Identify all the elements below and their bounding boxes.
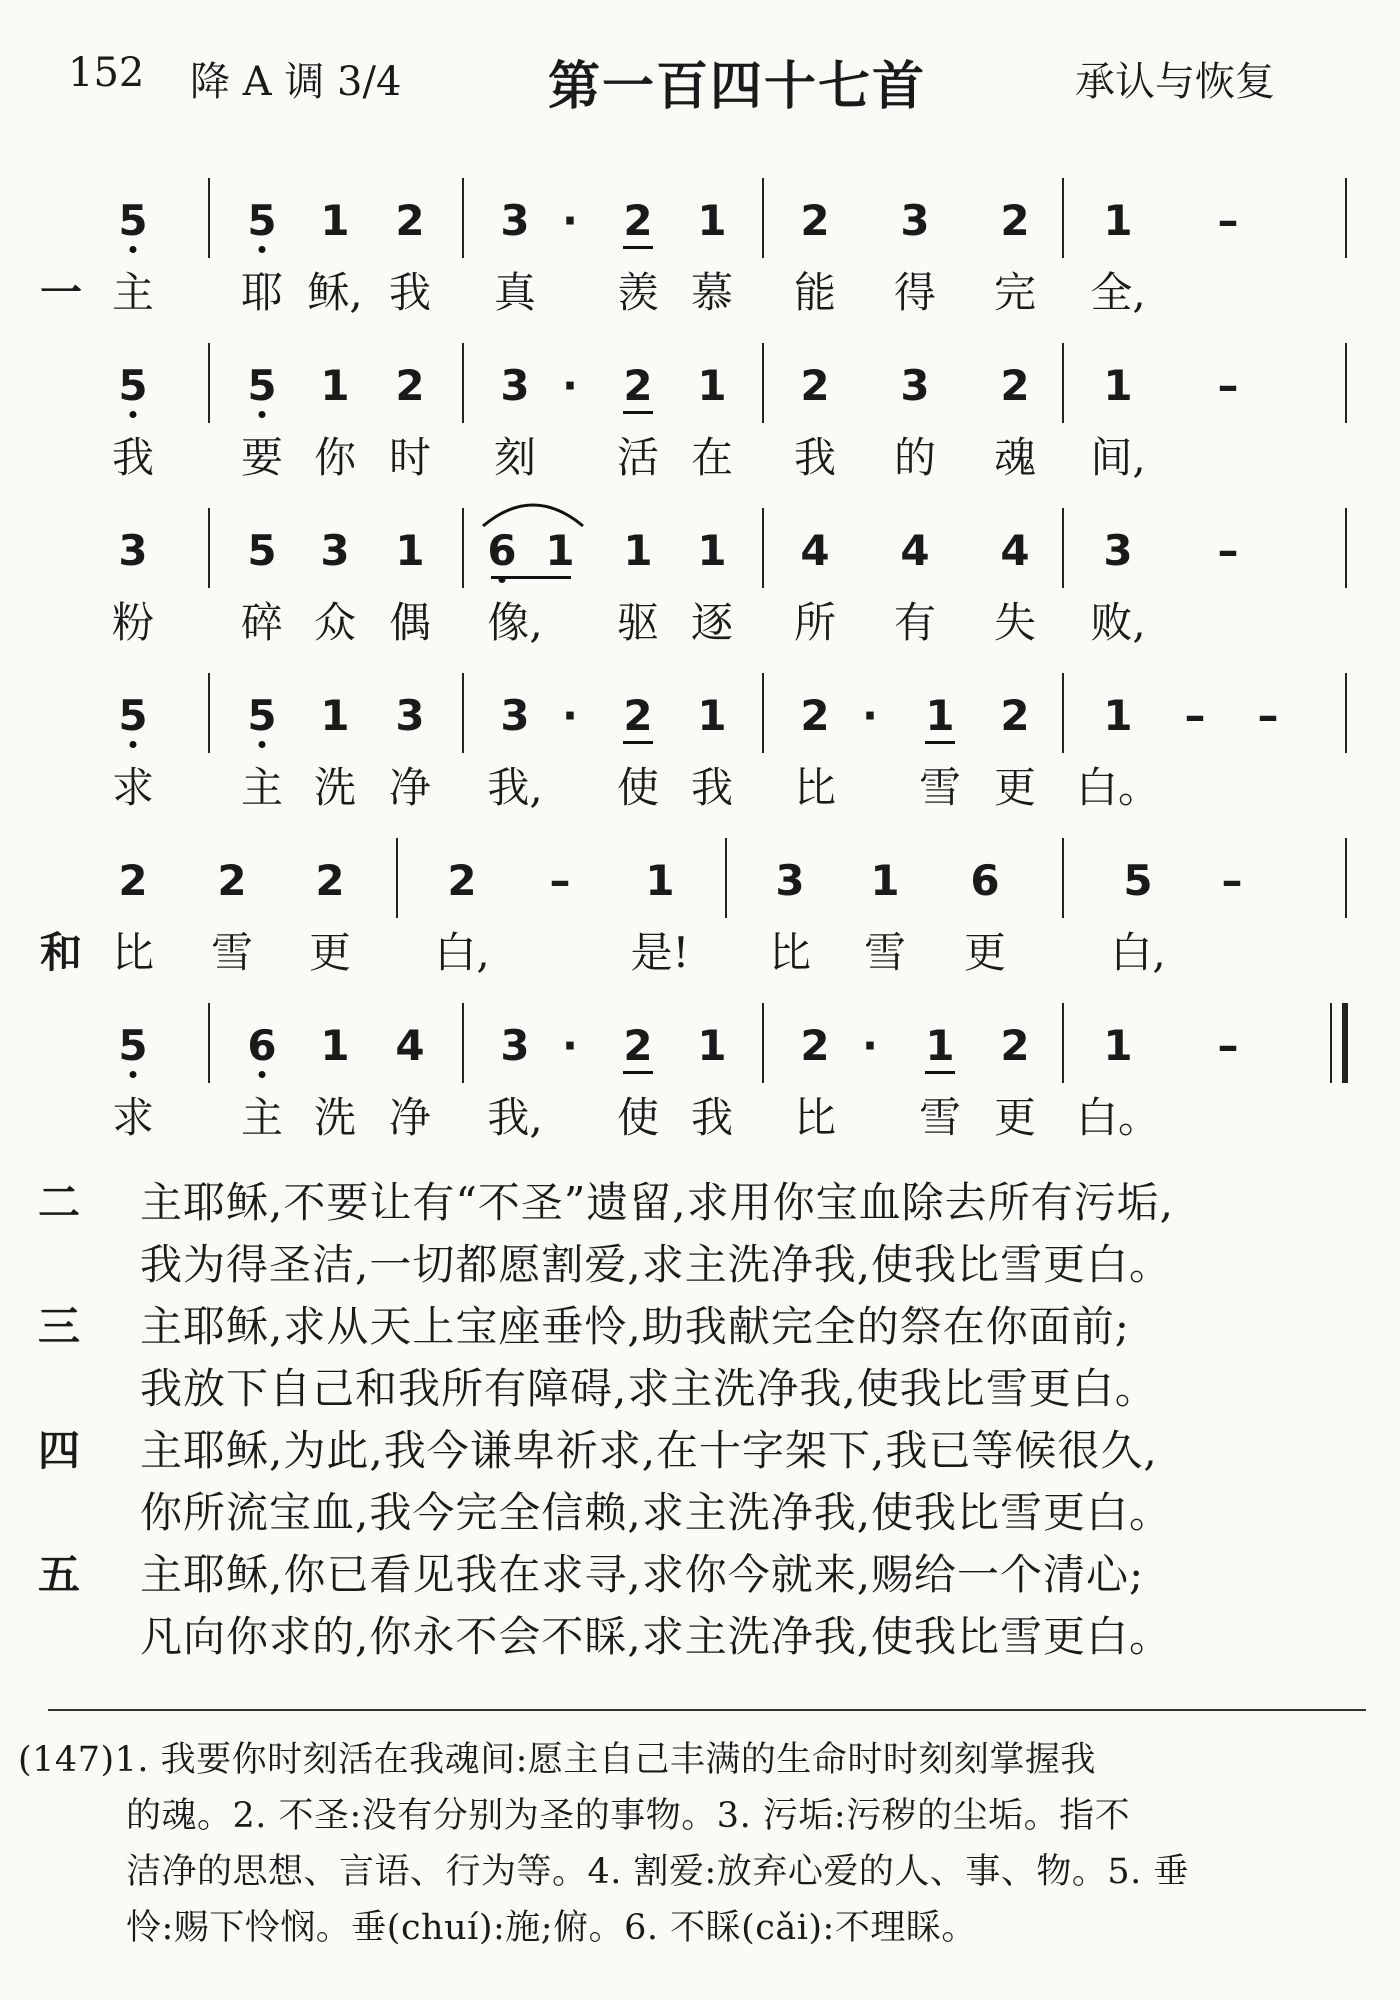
note: · bbox=[562, 691, 578, 740]
note: 1 bbox=[925, 1021, 955, 1070]
note: 2 bbox=[623, 196, 653, 245]
eighth-underline bbox=[623, 246, 653, 249]
note: 3 bbox=[500, 196, 530, 245]
lyric: 粉 bbox=[111, 598, 155, 647]
note: 2 bbox=[623, 1021, 653, 1070]
note: – bbox=[1221, 856, 1243, 905]
bar-line bbox=[1062, 673, 1064, 753]
lyric: 我 bbox=[793, 433, 837, 482]
note: 3 bbox=[500, 1021, 530, 1070]
bar-line bbox=[462, 178, 464, 258]
lyric: 羡 bbox=[616, 268, 660, 317]
lyric: 逐 bbox=[690, 598, 734, 647]
lyric: 能 bbox=[793, 268, 837, 317]
note: · bbox=[862, 691, 878, 740]
note: 2 bbox=[1000, 691, 1030, 740]
note: 3 bbox=[1103, 526, 1133, 575]
lyric: 时 bbox=[388, 433, 432, 482]
bar-line bbox=[1062, 1003, 1064, 1083]
note: · bbox=[562, 196, 578, 245]
note: 2 bbox=[447, 856, 477, 905]
bar-line bbox=[208, 1003, 210, 1083]
verse-line: 主耶稣,求从天上宝座垂怜,助我献完全的祭在你面前; bbox=[140, 1302, 1130, 1351]
eighth-underline bbox=[623, 741, 653, 744]
note: 4 bbox=[1000, 526, 1030, 575]
verse-line: 我为得圣洁,一切都愿割爱,求主洗净我,使我比雪更白。 bbox=[140, 1240, 1173, 1289]
eighth-underline bbox=[925, 741, 955, 744]
bar-line bbox=[1062, 343, 1064, 423]
verse-mark: 一 bbox=[40, 268, 83, 317]
note: – bbox=[549, 856, 571, 905]
note: 1 bbox=[1103, 361, 1133, 410]
note: 3 bbox=[395, 691, 425, 740]
lyric: 比 bbox=[111, 928, 155, 977]
note: 1 bbox=[870, 856, 900, 905]
note: 1 bbox=[925, 691, 955, 740]
note: 2 bbox=[1000, 361, 1030, 410]
lyric: 的 bbox=[893, 433, 937, 482]
bar-line bbox=[208, 673, 210, 753]
note: 5 bbox=[1123, 856, 1153, 905]
final-bar-line bbox=[1330, 1003, 1332, 1083]
note: 5 bbox=[118, 196, 148, 245]
note: · bbox=[562, 361, 578, 410]
bar-line bbox=[1062, 838, 1064, 918]
bar-line bbox=[1345, 178, 1347, 258]
lyric: 更 bbox=[993, 763, 1037, 812]
low-octave-dot bbox=[130, 741, 137, 748]
lyric: 败, bbox=[1090, 598, 1146, 647]
lyric: 刻 bbox=[493, 433, 537, 482]
lyric: 洗 bbox=[313, 763, 357, 812]
bar-line bbox=[462, 673, 464, 753]
note: 1 bbox=[320, 691, 350, 740]
lyric: 活 bbox=[616, 433, 660, 482]
verse-mark: 和 bbox=[40, 928, 83, 977]
bar-line bbox=[725, 838, 727, 918]
lyric: 洗 bbox=[313, 1093, 357, 1142]
final-bar-line bbox=[1342, 1003, 1348, 1083]
bar-line bbox=[762, 508, 764, 588]
bar-line bbox=[762, 343, 764, 423]
note: 1 bbox=[1103, 1021, 1133, 1070]
lyric: 主 bbox=[240, 1093, 284, 1142]
verse-line: 凡向你求的,你永不会不睬,求主洗净我,使我比雪更白。 bbox=[140, 1612, 1173, 1661]
note: 2 bbox=[1000, 196, 1030, 245]
eighth-underline bbox=[925, 1071, 955, 1074]
note: 4 bbox=[900, 526, 930, 575]
lyric: 净 bbox=[388, 1093, 432, 1142]
footnote-line: 的魂。2. 不圣:没有分别为圣的事物。3. 污垢:污秽的尘垢。指不 bbox=[126, 1796, 1131, 1836]
low-octave-dot bbox=[130, 1071, 137, 1078]
bar-line bbox=[762, 178, 764, 258]
note: 4 bbox=[395, 1021, 425, 1070]
eighth-underline bbox=[623, 1071, 653, 1074]
low-octave-dot bbox=[259, 411, 266, 418]
note: 5 bbox=[247, 526, 277, 575]
lyric: 在 bbox=[690, 433, 734, 482]
note: 5 bbox=[118, 1021, 148, 1070]
lyric: 所 bbox=[793, 598, 837, 647]
note: 3 bbox=[775, 856, 805, 905]
note: 5 bbox=[247, 691, 277, 740]
note: 2 bbox=[118, 856, 148, 905]
note: 2 bbox=[800, 691, 830, 740]
verse-line: 主耶稣,为此,我今谦卑祈求,在十字架下,我已等候很久, bbox=[140, 1426, 1158, 1475]
note: 3 bbox=[320, 526, 350, 575]
note: 1 bbox=[1103, 691, 1133, 740]
lyric: 净 bbox=[388, 763, 432, 812]
note: 3 bbox=[118, 526, 148, 575]
note: 1 bbox=[320, 361, 350, 410]
note: – bbox=[1217, 1021, 1239, 1070]
key-meter: 降 A 调 3/4 bbox=[190, 59, 402, 105]
note: 2 bbox=[1000, 1021, 1030, 1070]
note: – bbox=[1217, 361, 1239, 410]
verse-line: 你所流宝血,我今完全信赖,求主洗净我,使我比雪更白。 bbox=[140, 1488, 1173, 1537]
bar-line bbox=[462, 343, 464, 423]
bar-line bbox=[1062, 508, 1064, 588]
note: 2 bbox=[395, 361, 425, 410]
note: 3 bbox=[900, 196, 930, 245]
lyric: 更 bbox=[963, 928, 1007, 977]
lyric: 雪 bbox=[918, 1093, 962, 1142]
note: 3 bbox=[500, 361, 530, 410]
bar-line bbox=[1345, 673, 1347, 753]
lyric: 我, bbox=[487, 1093, 543, 1142]
verse-number: 三 bbox=[38, 1302, 81, 1351]
lyric: 白。 bbox=[1075, 763, 1161, 812]
note: · bbox=[562, 1021, 578, 1070]
lyric: 求 bbox=[111, 763, 155, 812]
hymn-title: 第一百四十七首 bbox=[548, 57, 927, 117]
lyric: 主 bbox=[111, 268, 155, 317]
lyric: 使 bbox=[616, 763, 660, 812]
lyric: 我 bbox=[690, 763, 734, 812]
lyric: 比 bbox=[793, 763, 837, 812]
lyric: 我 bbox=[111, 433, 155, 482]
lyric: 更 bbox=[308, 928, 352, 977]
bar-line bbox=[208, 508, 210, 588]
lyric: 我, bbox=[487, 763, 543, 812]
lyric: 真 bbox=[493, 268, 537, 317]
note: 6 bbox=[970, 856, 1000, 905]
note: 2 bbox=[217, 856, 247, 905]
lyric: 更 bbox=[993, 1093, 1037, 1142]
footnote-line: 洁净的思想、言语、行为等。4. 割爱:放弃心爱的人、事、物。5. 垂 bbox=[126, 1852, 1189, 1892]
note: – bbox=[1184, 691, 1206, 740]
lyric: 主 bbox=[240, 763, 284, 812]
lyric: 有 bbox=[893, 598, 937, 647]
note: 1 bbox=[1103, 196, 1133, 245]
verse-line: 我放下自己和我所有障碍,求主洗净我,使我比雪更白。 bbox=[140, 1364, 1158, 1413]
lyric: 失 bbox=[993, 598, 1037, 647]
note: 6 bbox=[487, 526, 517, 575]
note: 1 bbox=[697, 361, 727, 410]
note: 1 bbox=[697, 526, 727, 575]
bar-line bbox=[462, 508, 464, 588]
slur bbox=[478, 490, 588, 530]
note: 2 bbox=[800, 361, 830, 410]
bar-line bbox=[1345, 838, 1347, 918]
note: 5 bbox=[118, 361, 148, 410]
note: 1 bbox=[697, 691, 727, 740]
bar-line bbox=[208, 178, 210, 258]
verse-line: 主耶稣,不要让有“不圣”遗留,求用你宝血除去所有污垢, bbox=[140, 1178, 1174, 1227]
footnote-divider bbox=[48, 1709, 1366, 1711]
note: · bbox=[862, 1021, 878, 1070]
lyric: 求 bbox=[111, 1093, 155, 1142]
note: 3 bbox=[500, 691, 530, 740]
note: 1 bbox=[320, 196, 350, 245]
lyric: 雪 bbox=[210, 928, 254, 977]
lyric: 雪 bbox=[863, 928, 907, 977]
lyric: 完 bbox=[993, 268, 1037, 317]
note: 1 bbox=[545, 526, 575, 575]
note: – bbox=[1257, 691, 1279, 740]
note: 6 bbox=[247, 1021, 277, 1070]
note: 1 bbox=[645, 856, 675, 905]
lyric: 雪 bbox=[918, 763, 962, 812]
lyric: 碎 bbox=[240, 598, 284, 647]
lyric: 白。 bbox=[1075, 1093, 1161, 1142]
lyric: 白, bbox=[1110, 928, 1166, 977]
bar-line bbox=[208, 343, 210, 423]
note: 2 bbox=[800, 196, 830, 245]
page-number: 152 bbox=[68, 50, 145, 96]
note: 5 bbox=[247, 361, 277, 410]
lyric: 我 bbox=[690, 1093, 734, 1142]
footnote-line: (147)1. 我要你时刻活在我魂间:愿主自己丰满的生命时时刻刻掌握我 bbox=[18, 1740, 1096, 1780]
lyric: 比 bbox=[768, 928, 812, 977]
lyric: 慕 bbox=[690, 268, 734, 317]
bar-line bbox=[462, 1003, 464, 1083]
lyric: 你 bbox=[313, 433, 357, 482]
verse-number: 二 bbox=[38, 1178, 81, 1227]
note: 1 bbox=[623, 526, 653, 575]
lyric: 驱 bbox=[616, 598, 660, 647]
low-octave-dot bbox=[130, 411, 137, 418]
note: 2 bbox=[315, 856, 345, 905]
lyric: 众 bbox=[313, 598, 357, 647]
bar-line bbox=[1345, 508, 1347, 588]
low-octave-dot bbox=[259, 246, 266, 253]
bar-line bbox=[762, 673, 764, 753]
low-octave-dot bbox=[130, 246, 137, 253]
lyric: 白, bbox=[434, 928, 490, 977]
note: 3 bbox=[900, 361, 930, 410]
verse-line: 主耶稣,你已看见我在求寻,求你今就来,赐给一个清心; bbox=[140, 1550, 1145, 1599]
note: 2 bbox=[800, 1021, 830, 1070]
lyric: 全, bbox=[1090, 268, 1146, 317]
note: – bbox=[1217, 196, 1239, 245]
verse-number: 四 bbox=[38, 1426, 81, 1475]
lyric: 使 bbox=[616, 1093, 660, 1142]
verse-number: 五 bbox=[38, 1550, 81, 1599]
lyric: 是! bbox=[630, 928, 690, 977]
lyric: 得 bbox=[893, 268, 937, 317]
note: 2 bbox=[623, 361, 653, 410]
eighth-underline bbox=[491, 576, 571, 579]
lyric: 比 bbox=[793, 1093, 837, 1142]
eighth-underline bbox=[623, 411, 653, 414]
lyric: 稣, bbox=[307, 268, 363, 317]
note: 5 bbox=[118, 691, 148, 740]
note: 1 bbox=[697, 1021, 727, 1070]
bar-line bbox=[762, 1003, 764, 1083]
bar-line bbox=[1062, 178, 1064, 258]
lyric: 我 bbox=[388, 268, 432, 317]
bar-line bbox=[1345, 343, 1347, 423]
note: 1 bbox=[395, 526, 425, 575]
lyric: 魂 bbox=[993, 433, 1037, 482]
lyric: 耶 bbox=[240, 268, 284, 317]
note: 1 bbox=[320, 1021, 350, 1070]
hymn-theme: 承认与恢复 bbox=[1075, 59, 1275, 105]
note: – bbox=[1217, 526, 1239, 575]
note: 1 bbox=[697, 196, 727, 245]
lyric: 要 bbox=[240, 433, 284, 482]
low-octave-dot bbox=[259, 1071, 266, 1078]
lyric: 间, bbox=[1090, 433, 1146, 482]
footnote-line: 怜:赐下怜悯。垂(chuí):施;俯。6. 不睬(cǎi):不理睬。 bbox=[126, 1908, 977, 1948]
low-octave-dot bbox=[259, 741, 266, 748]
note: 5 bbox=[247, 196, 277, 245]
note: 2 bbox=[623, 691, 653, 740]
note: 4 bbox=[800, 526, 830, 575]
lyric: 偶 bbox=[388, 598, 432, 647]
lyric: 像, bbox=[487, 598, 543, 647]
bar-line bbox=[396, 838, 398, 918]
note: 2 bbox=[395, 196, 425, 245]
